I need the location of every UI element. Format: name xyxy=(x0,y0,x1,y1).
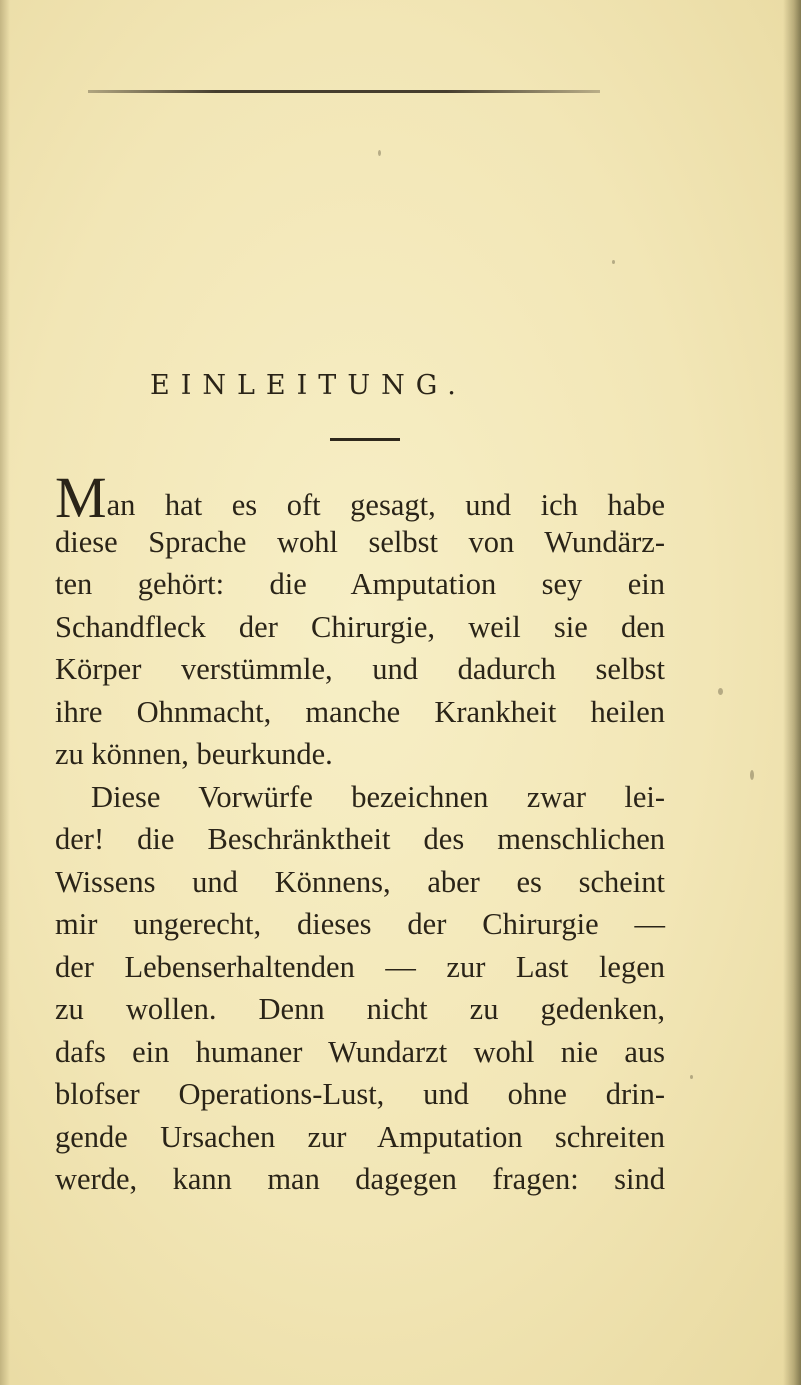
text-line: ihre Ohnmacht, manche Krankheit heilen xyxy=(55,694,665,729)
top-decorative-rule xyxy=(88,90,600,93)
text-line: Körper verstümmle, und dadurch selbst xyxy=(55,652,665,686)
paper-speck xyxy=(750,770,754,780)
text-line: zu können, beurkunde. xyxy=(55,737,333,771)
text-line: diese Sprache wohl selbst von Wundärz- xyxy=(55,524,665,559)
drop-cap: M xyxy=(55,465,107,530)
text-line: Man hat es oft gesagt, und ich habe xyxy=(55,465,665,530)
paper-speck xyxy=(718,688,723,695)
text-line: dafs ein humaner Wundarzt wohl nie aus xyxy=(55,1034,665,1069)
text-line: der! die Beschränktheit des menschlichen xyxy=(55,822,665,856)
heading-underline-rule xyxy=(330,438,400,441)
text-line: blofser Operations-Lust, und ohne drin- xyxy=(55,1077,665,1111)
paper-speck xyxy=(378,150,381,156)
text-line: werde, kann man dagegen fragen: sind xyxy=(55,1162,665,1196)
paper-speck xyxy=(612,260,615,264)
page-left-shadow xyxy=(0,0,10,1385)
text-line: mir ungerecht, dieses der Chirurgie — xyxy=(55,907,665,941)
text-line: zu wollen. Denn nicht zu gedenken, xyxy=(55,992,665,1026)
chapter-heading: EINLEITUNG. xyxy=(150,370,467,401)
page-right-edge xyxy=(783,0,801,1385)
text-line: ten gehört: die Amputation sey ein xyxy=(55,567,665,601)
text-line: der Lebenserhaltenden — zur Last legen xyxy=(55,949,665,984)
body-text xyxy=(55,465,665,1201)
text-line: Schandfleck der Chirurgie, weil sie den xyxy=(55,609,665,644)
text-line: gende Ursachen zur Amputation schreiten xyxy=(55,1119,665,1154)
text-line: Wissens und Könnens, aber es scheint xyxy=(55,864,665,899)
text-line: Diese Vorwürfe bezeichnen zwar lei- xyxy=(91,779,665,814)
paper-speck xyxy=(690,1075,693,1079)
